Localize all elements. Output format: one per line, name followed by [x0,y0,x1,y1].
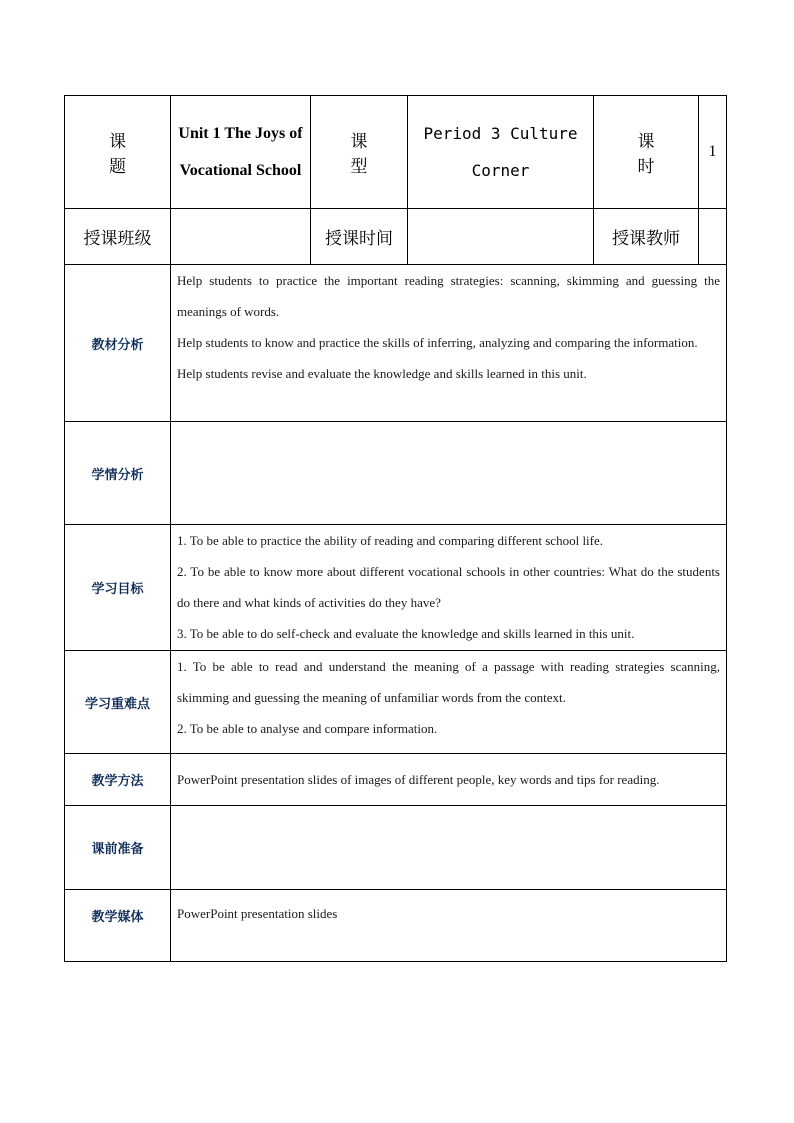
header-row [65,96,727,209]
learners-content [171,422,727,525]
keypoint-line: 1. To be able to read and understand the meaning of a passage with reading strategies scanning, skimming and guessing the meaning of unfamiliar words from the context. [177,659,720,705]
methods-label: 教学方法 [65,754,171,806]
material-line: Help students to practice the important reading strategies: scanning, skimming and guessing the meanings of words. [177,273,720,319]
objectives-label: 学习目标 [65,525,171,651]
objectives-row [65,525,727,651]
objectives-content [171,525,727,651]
material-row [65,265,727,422]
info-row [65,209,727,265]
objective-line: 3. To be able to do self-check and evaluate the knowledge and skills learned in this unit. [177,626,635,641]
class-label: 授课班级 [65,209,171,265]
media-row [65,890,727,962]
objective-line: 1. To be able to practice the ability of reading and comparing different school life. [177,533,604,548]
lesson-plan-table [64,95,727,962]
keypoint-line: 2. To be able to analyse and compare information. [177,721,438,736]
learners-label: 学情分析 [65,422,171,525]
topic-label: 课 题 [65,96,171,209]
methods-row [65,754,727,806]
teacher-label: 授课教师 [594,209,699,265]
keypoints-label: 学习重难点 [65,651,171,754]
material-label: 教材分析 [65,265,171,422]
material-content [171,265,727,422]
keypoints-row [65,651,727,754]
time-label: 授课时间 [311,209,408,265]
preparation-row [65,806,727,890]
media-label: 教学媒体 [65,890,171,962]
objective-line: 2. To be able to know more about different vocational schools in other countries: What do the students do there and what kinds of activities do they have? [177,564,720,610]
learners-row [65,422,727,525]
keypoints-content [171,651,727,754]
topic-value: Unit 1 The Joys of Vocational School [171,96,311,209]
methods-content: PowerPoint presentation slides of images of different people, key words and tips for reading. [171,754,727,806]
hours-value: 1 [699,96,727,209]
class-value [171,209,311,265]
preparation-content [171,806,727,890]
media-content: PowerPoint presentation slides [171,890,727,962]
type-value: Period 3 Culture Corner [408,96,594,209]
hours-label: 课 时 [594,96,699,209]
material-line: Help students revise and evaluate the knowledge and skills learned in this unit. [177,366,587,381]
material-line: Help students to know and practice the skills of inferring, analyzing and comparing the information. [177,335,698,350]
teacher-value [699,209,727,265]
preparation-label: 课前准备 [65,806,171,890]
time-value [408,209,594,265]
type-label: 课 型 [311,96,408,209]
